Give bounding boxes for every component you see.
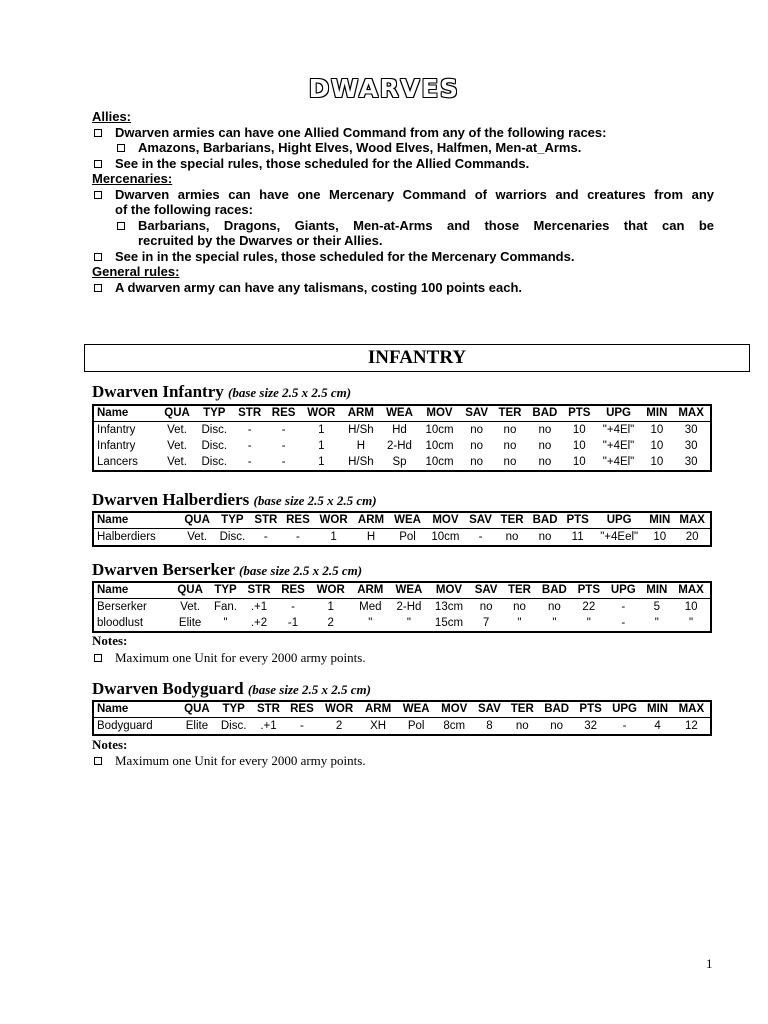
table-header-row <box>93 405 711 422</box>
table-cell: " <box>689 617 694 629</box>
column-header: WOR <box>316 584 345 596</box>
column-header: MAX <box>678 703 705 715</box>
checkbox-bullet-icon <box>94 757 102 765</box>
column-header: PTS <box>566 514 589 526</box>
column-header: TER <box>500 514 524 526</box>
mercenaries-item-continued: of the following races: <box>115 202 253 217</box>
allies-heading: Allies: <box>92 109 132 124</box>
column-header: MAX <box>678 584 704 596</box>
table-cell: no <box>503 440 517 452</box>
table-cell: - <box>263 531 268 543</box>
section-heading: INFANTRY <box>84 344 750 372</box>
unit-title: Dwarven Infantry (base size 2.5 x 2.5 cm) <box>92 382 352 401</box>
table-cell: 1 <box>330 531 337 543</box>
table-cell: 4 <box>654 720 661 732</box>
allies-item: Dwarven armies can have one Allied Command from any of the following races: <box>92 125 714 141</box>
allies-item: See in the special rules, those scheduled for the Allied Commands. <box>92 156 714 172</box>
mercenaries-subitem: Barbarians, Dragons, Giants, Men-at-Arms and those Mercenaries that can be <box>92 218 714 234</box>
column-header: TER <box>507 584 531 596</box>
table-cell: no <box>479 601 493 613</box>
table-cell: bloodlust <box>97 617 144 629</box>
table-cell: Disc. <box>201 424 228 436</box>
column-header: BAD <box>541 584 567 596</box>
table-cell: "+4El" <box>602 424 635 436</box>
column-header: SAV <box>465 407 488 419</box>
general-rules-heading: General rules: <box>92 264 180 279</box>
unit-stats-table <box>92 581 712 633</box>
column-header: RES <box>290 703 314 715</box>
column-header: TYP <box>221 514 244 526</box>
table-header-row <box>93 512 711 529</box>
unit-stats-table <box>92 700 712 736</box>
table-cell: no <box>470 456 483 468</box>
table-cell: Lancers <box>97 456 138 468</box>
column-header: TYP <box>214 584 237 596</box>
table-cell: 30 <box>684 456 698 468</box>
table-cell: no <box>538 424 552 436</box>
table-cell: 15cm <box>434 617 464 629</box>
table-cell: no <box>538 531 552 543</box>
table-cell: - <box>247 440 252 452</box>
table-cell: 1 <box>318 440 325 452</box>
column-header: WEA <box>395 584 423 596</box>
page-title: DWARVES <box>308 74 460 103</box>
table-cell: Pol <box>399 531 416 543</box>
column-header: MOV <box>435 584 463 596</box>
army-rules <box>92 109 714 295</box>
column-header: RES <box>271 407 296 419</box>
table-cell: no <box>505 531 519 543</box>
column-header: MIN <box>646 407 668 419</box>
table-cell: Vet. <box>167 456 187 468</box>
table-row <box>93 422 711 439</box>
column-header: TYP <box>222 703 245 715</box>
column-header: MOV <box>426 407 453 419</box>
checkbox-bullet-icon <box>94 160 102 168</box>
column-header: SAV <box>474 584 498 596</box>
mercenaries-item: See in in the special rules, those scheduled for the Mercenary Commands. <box>92 249 714 265</box>
table-cell: 7 <box>482 617 490 629</box>
table-cell: - <box>622 720 627 732</box>
column-header: ARM <box>357 514 385 526</box>
column-header: STR <box>256 703 280 715</box>
table-cell: H <box>356 440 366 452</box>
checkbox-bullet-icon <box>94 253 102 261</box>
table-cell: Infantry <box>97 424 136 436</box>
table-cell: - <box>621 617 626 629</box>
column-header: MAX <box>679 514 705 526</box>
table-cell: Pol <box>407 720 425 732</box>
table-cell: 2-Hd <box>396 601 422 613</box>
table-cell: no <box>538 440 552 452</box>
column-header: MOV <box>432 514 459 526</box>
table-cell: Vet. <box>167 424 187 436</box>
column-header: PTS <box>568 407 591 419</box>
table-cell: H/Sh <box>348 424 374 436</box>
table-cell: no <box>503 456 517 468</box>
unit-stats-table <box>92 404 712 472</box>
table-cell: - <box>247 424 252 436</box>
table-cell: - <box>300 720 304 732</box>
table-cell: Hd <box>392 424 407 436</box>
table-cell: 30 <box>684 424 698 436</box>
table-cell: no <box>547 601 561 613</box>
column-header: QUA <box>177 584 203 596</box>
table-cell: 2 <box>335 720 343 732</box>
table-cell: 10 <box>650 424 664 436</box>
checkbox-bullet-icon <box>94 654 102 662</box>
unit-stats-table <box>92 511 712 547</box>
table-cell: 5 <box>653 601 660 613</box>
table-cell: 10 <box>572 440 586 452</box>
table-cell: - <box>281 440 286 452</box>
table-cell: H/Sh <box>348 456 374 468</box>
table-cell: "+4El" <box>602 440 635 452</box>
table-cell: 10 <box>650 440 664 452</box>
table-cell: no <box>503 424 517 436</box>
table-cell: - <box>478 531 483 543</box>
column-header: BAD <box>544 703 570 715</box>
note-item: Maximum one Unit for every 2000 army points. <box>92 753 366 769</box>
table-cell: 11 <box>571 531 584 543</box>
table-cell: .+1 <box>260 720 277 732</box>
table-cell: no <box>470 424 483 436</box>
table-cell: - <box>281 456 286 468</box>
table-cell: Elite <box>178 617 202 629</box>
table-header-row <box>93 582 711 599</box>
checkbox-bullet-icon <box>117 222 125 230</box>
column-header: QUA <box>164 407 190 419</box>
table-cell: no <box>513 601 526 613</box>
table-cell: no <box>515 720 529 732</box>
column-header: STR <box>247 584 271 596</box>
mercenaries-heading: Mercenaries: <box>92 171 173 186</box>
column-header: WEA <box>394 514 421 526</box>
column-header: QUA <box>184 703 210 715</box>
table-cell: Bodyguard <box>97 720 153 732</box>
table-header-row <box>93 701 711 718</box>
table-cell: Med <box>359 601 382 613</box>
table-cell: XH <box>370 720 387 732</box>
table-row <box>93 599 711 616</box>
column-header: MIN <box>646 584 668 596</box>
table-cell: 8 <box>486 720 493 732</box>
table-cell: " <box>552 617 557 629</box>
unit-title: Dwarven Halberdiers (base size 2.5 x 2.5 cm) <box>92 490 377 509</box>
table-cell: 32 <box>584 720 597 732</box>
mercenaries-item: Dwarven armies can have one Mercenary Command of warriors and creatures from any <box>92 187 714 203</box>
checkbox-bullet-icon <box>117 144 125 152</box>
column-header: Name <box>97 584 129 596</box>
table-row <box>93 529 711 547</box>
table-row <box>93 438 711 454</box>
checkbox-bullet-icon <box>94 191 102 199</box>
column-header: Name <box>97 514 129 526</box>
table-cell: Vet. <box>187 531 208 543</box>
column-header: UPG <box>610 584 636 596</box>
column-header: TER <box>498 407 522 419</box>
column-header: BAD <box>532 514 558 526</box>
table-cell: 1 <box>318 456 325 468</box>
table-cell: 30 <box>684 440 698 452</box>
table-row <box>93 454 711 471</box>
column-header: MIN <box>647 703 669 715</box>
column-header: SAV <box>469 514 492 526</box>
table-cell: " <box>406 617 411 629</box>
column-header: ARM <box>364 703 392 715</box>
table-cell: Disc. <box>219 531 246 543</box>
table-cell: 10cm <box>425 440 454 452</box>
notes-label: Notes: <box>92 737 128 752</box>
table-cell: " <box>368 617 373 629</box>
table-cell: 20 <box>685 531 699 543</box>
table-cell: - <box>291 601 295 613</box>
column-header: WOR <box>307 407 336 419</box>
table-cell: - <box>247 456 252 468</box>
column-header: ARM <box>357 584 384 596</box>
table-cell: 10 <box>572 456 586 468</box>
column-header: STR <box>254 514 278 526</box>
table-cell: 1 <box>327 601 334 613</box>
checkbox-bullet-icon <box>94 129 102 137</box>
column-header: ARM <box>347 407 374 419</box>
table-cell: Vet. <box>180 601 201 613</box>
table-cell: Disc. <box>220 720 247 732</box>
table-cell: .+1 <box>250 601 268 613</box>
unit-title: Dwarven Berserker (base size 2.5 x 2.5 cm) <box>92 560 363 579</box>
table-cell: 10cm <box>431 531 460 543</box>
column-header: Name <box>97 703 129 715</box>
column-header: RES <box>286 514 310 526</box>
table-cell: 10 <box>684 601 698 613</box>
column-header: UPG <box>612 703 637 715</box>
mercenaries-subitem-continued: recruited by the Dwarves or their Allies. <box>138 233 383 248</box>
table-row <box>93 718 711 736</box>
table-cell: 12 <box>684 720 698 732</box>
table-cell: " <box>517 617 522 629</box>
table-cell: 10 <box>572 424 586 436</box>
table-cell: H <box>366 531 376 543</box>
column-header: TER <box>510 703 534 715</box>
table-cell: - <box>281 424 286 436</box>
column-header: WOR <box>319 514 348 526</box>
column-header: MOV <box>441 703 468 715</box>
table-cell: Disc. <box>201 440 228 452</box>
table-cell: 10cm <box>425 456 454 468</box>
table-cell: Halberdiers <box>97 531 156 543</box>
table-cell: 10 <box>650 456 664 468</box>
table-cell: 8cm <box>443 720 466 732</box>
column-header: PTS <box>577 584 601 596</box>
allies-subitem: Amazons, Barbarians, Hight Elves, Wood Elves, Halfmen, Men-at_Arms. <box>92 140 714 156</box>
table-cell: Vet. <box>167 440 187 452</box>
page-number: 1 <box>706 956 713 971</box>
notes-label: Notes: <box>92 633 128 648</box>
column-header: PTS <box>579 703 602 715</box>
table-cell: no <box>538 456 552 468</box>
table-cell: no <box>550 720 564 732</box>
table-cell: Fan. <box>213 601 237 613</box>
table-cell: 10cm <box>425 424 454 436</box>
table-cell: "+4El" <box>602 456 635 468</box>
table-cell: Disc. <box>201 456 228 468</box>
table-cell: - <box>296 531 300 543</box>
table-cell: 2-Hd <box>387 440 412 452</box>
column-header: Name <box>97 407 129 419</box>
table-cell: no <box>470 440 483 452</box>
table-cell: .+2 <box>250 617 268 629</box>
column-header: STR <box>238 407 262 419</box>
table-cell: 2 <box>327 617 334 629</box>
table-row <box>93 615 711 632</box>
column-header: RES <box>281 584 305 596</box>
table-cell: " <box>223 617 228 629</box>
table-cell: 22 <box>582 601 596 613</box>
table-cell: 10 <box>653 531 667 543</box>
table-cell: Berserker <box>97 601 147 613</box>
table-cell: Infantry <box>97 440 136 452</box>
column-header: TYP <box>203 407 226 419</box>
column-header: SAV <box>477 703 501 715</box>
table-cell: " <box>586 617 591 629</box>
table-cell: 1 <box>318 424 325 436</box>
column-header: BAD <box>532 407 558 419</box>
table-cell: - <box>621 601 626 613</box>
table-cell: -1 <box>287 617 299 629</box>
table-cell: Elite <box>185 720 209 732</box>
table-cell: "+4Eel" <box>600 531 639 543</box>
checkbox-bullet-icon <box>94 284 102 292</box>
table-cell: Sp <box>392 456 407 468</box>
column-header: WOR <box>325 703 354 715</box>
column-header: WEA <box>402 703 430 715</box>
note-item: Maximum one Unit for every 2000 army points. <box>92 650 366 666</box>
table-cell: 13cm <box>434 601 464 613</box>
general-rules-item: A dwarven army can have any talismans, costing 100 points each. <box>92 280 714 296</box>
column-header: WEA <box>386 407 413 419</box>
column-header: UPG <box>606 407 631 419</box>
unit-title: Dwarven Bodyguard (base size 2.5 x 2.5 cm) <box>92 679 371 698</box>
column-header: MAX <box>678 407 704 419</box>
column-header: UPG <box>606 514 632 526</box>
table-cell: " <box>654 617 659 629</box>
column-header: QUA <box>184 514 210 526</box>
column-header: MIN <box>649 514 671 526</box>
